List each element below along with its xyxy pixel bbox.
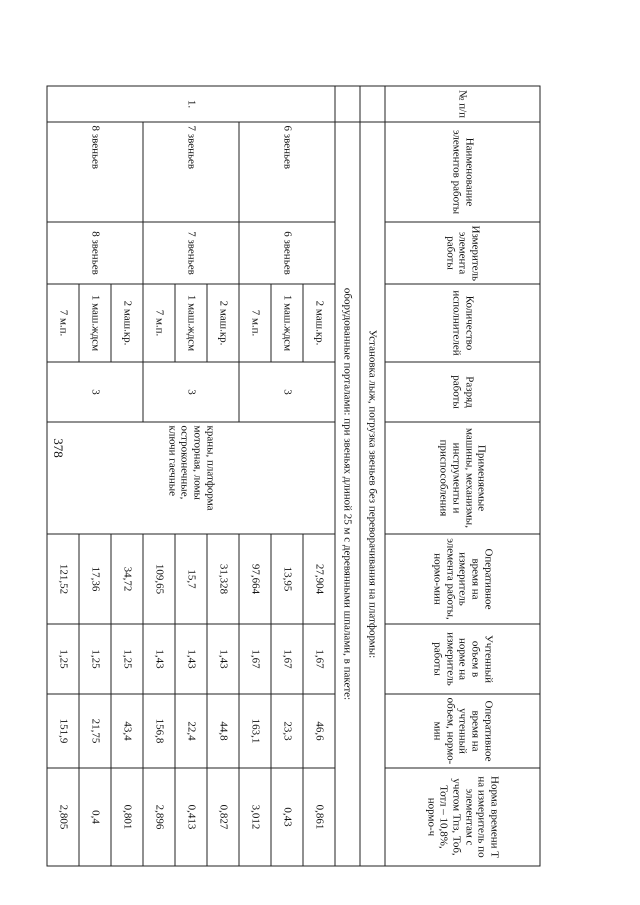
op-time-total-cell: 23,3 — [271, 694, 303, 768]
op-time-total-cell: 44,8 — [207, 694, 239, 768]
header-measure: Измеритель элемента работы — [385, 222, 540, 284]
section-title: Установка лыж, погрузка звеньев без переворачивания на платформы: — [360, 122, 385, 866]
item-number: 1. — [47, 86, 335, 122]
header-name: Наименование элементов работы — [385, 122, 540, 222]
volume-cell: 1,67 — [271, 624, 303, 694]
worker-cell: 1 маш.ждсм — [175, 284, 207, 362]
op-time-total-cell: 22,4 — [175, 694, 207, 768]
volume-cell: 1,67 — [239, 624, 271, 694]
worker-cell: 7 м.п. — [239, 284, 271, 362]
op-time-unit-cell: 109,65 — [143, 534, 175, 624]
grade-cell: 3 — [239, 362, 335, 422]
op-time-total-cell: 151,9 — [47, 694, 79, 768]
norm-cell: 0,827 — [207, 768, 239, 866]
worker-cell: 7 м.п. — [143, 284, 175, 362]
subsection-row — [335, 86, 360, 866]
volume-cell: 1,43 — [207, 624, 239, 694]
subsection-no-cell — [335, 86, 360, 122]
op-time-total-cell: 43,4 — [111, 694, 143, 768]
op-time-unit-cell: 15,7 — [175, 534, 207, 624]
norm-cell: 0,4 — [79, 768, 111, 866]
header-volume: Учтенный объем в норме на измеритель работы — [385, 624, 540, 694]
grade-cell: 3 — [47, 362, 143, 422]
norm-cell: 3,012 — [239, 768, 271, 866]
norm-cell: 0,861 — [303, 768, 335, 866]
volume-cell: 1,25 — [79, 624, 111, 694]
table-row — [303, 86, 335, 866]
op-time-unit-cell: 121,52 — [47, 534, 79, 624]
norm-cell: 0,413 — [175, 768, 207, 866]
subsection-title: оборудованные порталами: при звеньях длиной 25 м с деревянными шпалами, в пакете: — [335, 122, 360, 866]
op-time-unit-cell: 27,904 — [303, 534, 335, 624]
header-op-time-unit: Оперативное время на измеритель элемента работы, нормо-мин — [385, 534, 540, 624]
header-no: № п/п — [385, 86, 540, 122]
element-name: 8 звеньев — [47, 122, 143, 222]
header-workers: Количество исполнителей — [385, 284, 540, 362]
worker-cell: 1 маш.ждсм — [79, 284, 111, 362]
element-name: 6 звеньев — [239, 122, 335, 222]
worker-cell: 2 маш.кр. — [303, 284, 335, 362]
element-name: 7 звеньев — [143, 122, 239, 222]
element-measure: 8 звеньев — [47, 222, 143, 284]
worker-cell: 2 маш.кр. — [207, 284, 239, 362]
section-row — [360, 86, 385, 866]
norm-cell: 2,896 — [143, 768, 175, 866]
op-time-unit-cell: 97,664 — [239, 534, 271, 624]
volume-cell: 1,43 — [175, 624, 207, 694]
section-no-cell — [360, 86, 385, 122]
grade-cell: 3 — [143, 362, 239, 422]
op-time-total-cell: 46,6 — [303, 694, 335, 768]
norm-cell: 0,43 — [271, 768, 303, 866]
worker-cell: 7 м.п. — [47, 284, 79, 362]
volume-cell: 1,43 — [143, 624, 175, 694]
page-number: 378 — [50, 438, 66, 458]
op-time-unit-cell: 31,328 — [207, 534, 239, 624]
op-time-total-cell: 163,1 — [239, 694, 271, 768]
worker-cell: 1 маш.ждсм — [271, 284, 303, 362]
header-norm: Норма времени Т на измеритель по элементам с учетом Тпз, Тоб, Тотл – 10,8%, нормо-ч — [385, 768, 540, 866]
worker-cell: 2 маш.кр. — [111, 284, 143, 362]
volume-cell: 1,25 — [47, 624, 79, 694]
header-grade: Разряд работы — [385, 362, 540, 422]
norm-cell: 0,801 — [111, 768, 143, 866]
op-time-unit-cell: 17,36 — [79, 534, 111, 624]
header-row — [385, 86, 540, 866]
op-time-total-cell: 21,75 — [79, 694, 111, 768]
op-time-unit-cell: 34,72 — [111, 534, 143, 624]
machines-cell: краны, платформа моторная, ломы остроконечные, ключи гаечные — [47, 422, 335, 534]
header-machines: Применяемые машины, механизмы, инструменты и приспособления — [385, 422, 540, 534]
element-measure: 6 звеньев — [239, 222, 335, 284]
norm-cell: 2,805 — [47, 768, 79, 866]
norm-table — [47, 86, 541, 867]
header-op-time-total: Оперативное время на учтенный объем, нормо-мин — [385, 694, 540, 768]
element-measure: 7 звеньев — [143, 222, 239, 284]
volume-cell: 1,25 — [111, 624, 143, 694]
op-time-unit-cell: 13,95 — [271, 534, 303, 624]
volume-cell: 1,67 — [303, 624, 335, 694]
op-time-total-cell: 156,8 — [143, 694, 175, 768]
